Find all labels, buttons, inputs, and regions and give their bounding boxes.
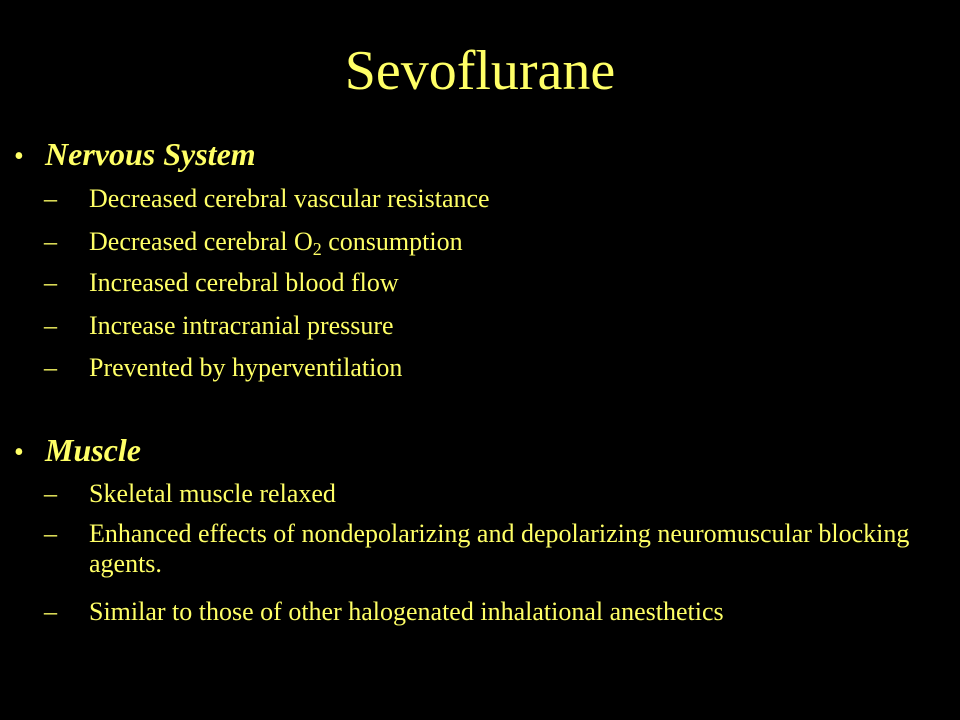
list-item bbox=[44, 268, 924, 298]
list-item-text: Skeletal muscle relaxed bbox=[89, 479, 336, 508]
dash-icon: – bbox=[44, 353, 57, 382]
list-item-text: Enhanced effects of nondepolarizing and depolarizing neuromuscular blocking agents. bbox=[89, 519, 910, 578]
list-item bbox=[44, 479, 924, 509]
list-item-text bbox=[89, 227, 924, 257]
dash-icon: – bbox=[44, 227, 57, 256]
dash-icon: – bbox=[44, 184, 57, 213]
list-item-text: Decreased cerebral vascular resistance bbox=[89, 184, 490, 213]
list-item-text-before: Decreased cerebral O bbox=[89, 227, 313, 256]
list-item-text: Similar to those of other halogenated inhalational anesthetics bbox=[89, 597, 724, 626]
list-item bbox=[44, 597, 924, 627]
dash-icon: – bbox=[44, 311, 57, 340]
section-heading-nervous-system bbox=[14, 134, 256, 177]
dash-icon: – bbox=[44, 597, 57, 626]
dash-icon: – bbox=[44, 519, 57, 548]
bullet-icon: • bbox=[14, 141, 24, 172]
list-item bbox=[44, 519, 924, 579]
subscript-2: 2 bbox=[312, 239, 322, 259]
list-item-text: Increase intracranial pressure bbox=[89, 311, 394, 340]
slide-title: Sevoflurane bbox=[344, 40, 616, 102]
section-heading-label: Muscle bbox=[45, 432, 141, 468]
list-item-text: Prevented by hyperventilation bbox=[89, 353, 403, 382]
list-item bbox=[44, 311, 924, 341]
dash-icon: – bbox=[44, 479, 57, 508]
list-item bbox=[44, 227, 924, 257]
dash-icon: – bbox=[44, 268, 57, 297]
list-item-text-after: consumption bbox=[321, 227, 463, 256]
section-heading-label: Nervous System bbox=[45, 136, 256, 172]
bullet-icon: • bbox=[14, 437, 24, 468]
list-item-text: Increased cerebral blood flow bbox=[89, 268, 399, 297]
section-heading-muscle bbox=[14, 430, 141, 473]
list-item bbox=[44, 184, 924, 214]
list-item bbox=[44, 353, 924, 383]
